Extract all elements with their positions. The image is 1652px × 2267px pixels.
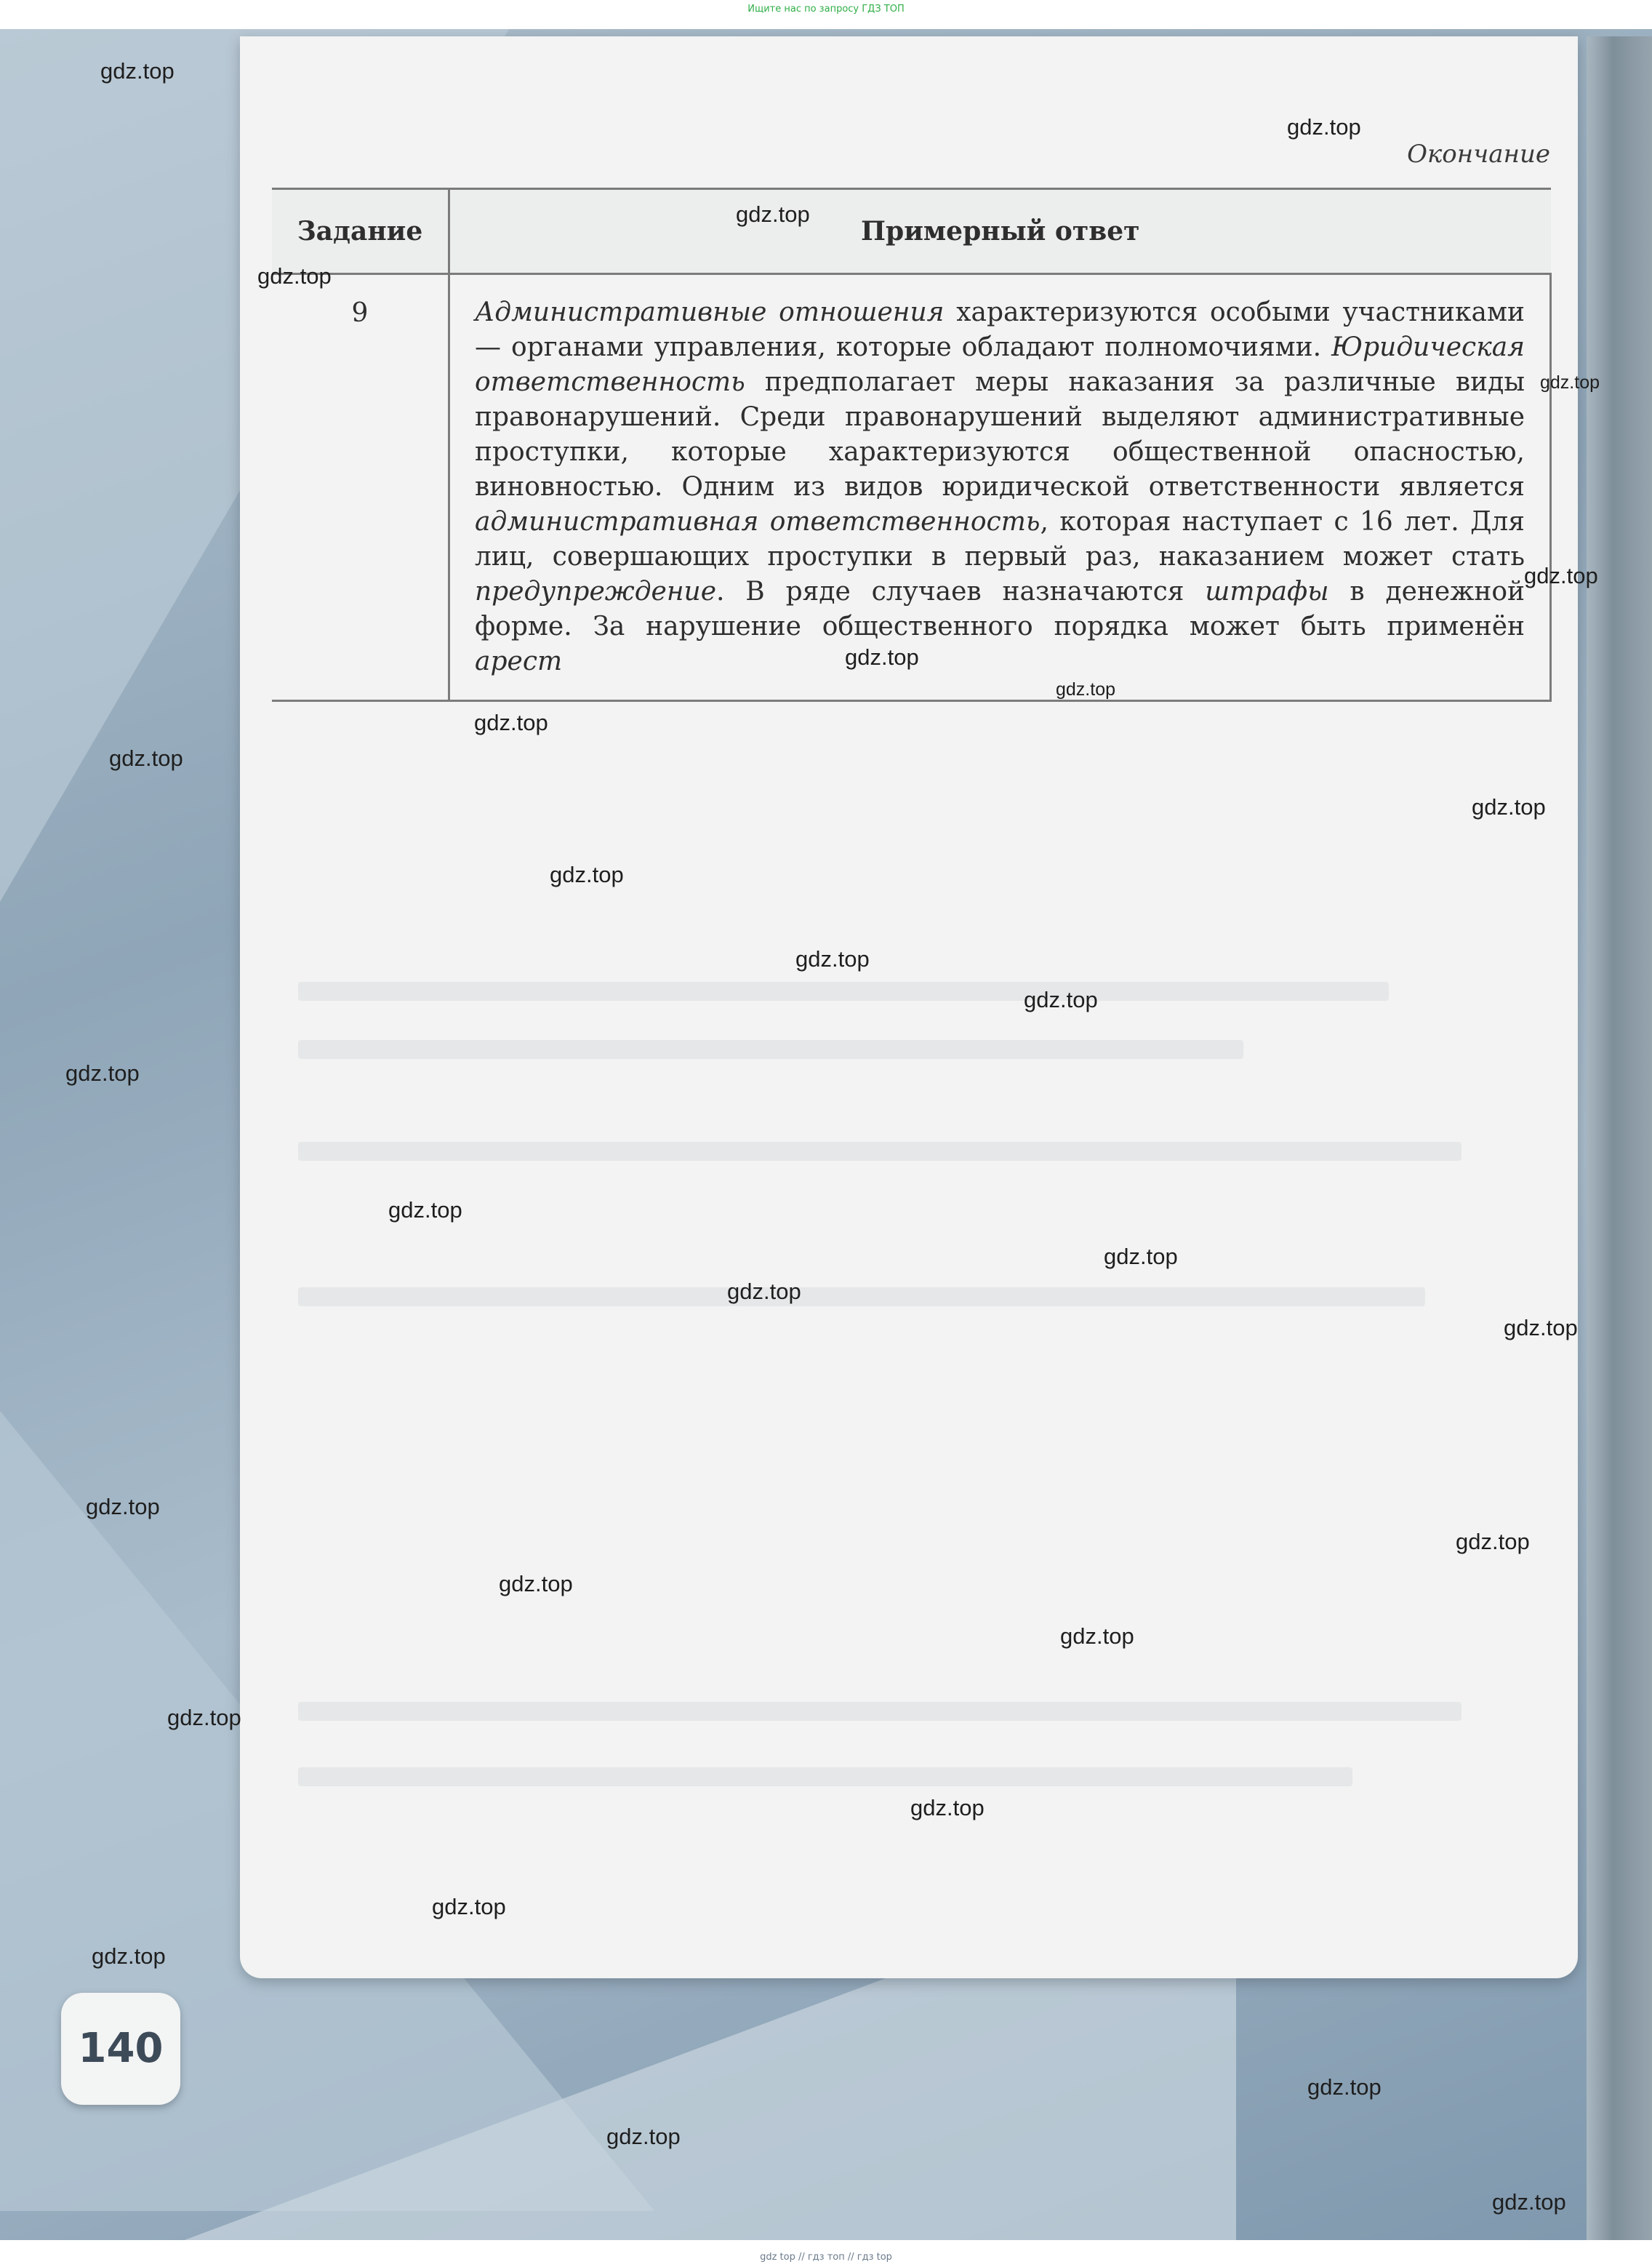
watermark: gdz.top xyxy=(1492,2189,1566,2215)
watermark: gdz.top xyxy=(736,201,810,227)
watermark: gdz.top xyxy=(910,1795,985,1820)
watermark: gdz.top xyxy=(1060,1623,1134,1649)
watermark: gdz.top xyxy=(1524,563,1598,588)
bleed-through-line xyxy=(298,982,1389,1001)
watermark: gdz.top xyxy=(65,1060,140,1086)
watermark: gdz.top xyxy=(474,710,548,735)
watermark: gdz.top xyxy=(100,58,175,84)
bleed-through-line xyxy=(298,1142,1461,1161)
bleed-through-line xyxy=(298,1040,1243,1059)
page-number: 140 xyxy=(61,1993,180,2105)
watermark: gdz.top xyxy=(1472,794,1546,820)
answer-term: Административные отношения xyxy=(475,297,945,327)
answer-run: предполагает меры наказания за различные виды правонарушений. Среди правонарушений выделяют административные проступки, которые характеризуются общественной опасностью, виновностью. Одним из видов юридической ответственности является xyxy=(475,367,1525,502)
answers-table xyxy=(272,188,1552,702)
answer-text xyxy=(449,274,1551,701)
next-page-edge xyxy=(1587,36,1652,2240)
answer-term: Юридическая ответственность xyxy=(475,332,1525,397)
continuation-label: Окончание xyxy=(1407,140,1550,169)
watermark: gdz.top xyxy=(1104,1244,1178,1269)
watermark: gdz.top xyxy=(109,745,183,771)
bleed-through-line xyxy=(298,1702,1461,1721)
table-header-row xyxy=(272,189,1551,274)
watermark: gdz.top xyxy=(167,1705,241,1730)
watermark: gdz.top xyxy=(86,1494,160,1519)
bottom-banner[interactable]: gdz top // гдз топ // гдз top xyxy=(760,2252,892,2263)
answer-term: предупреждение xyxy=(475,577,717,607)
watermark: gdz.top xyxy=(1456,1529,1530,1554)
watermark: gdz.top xyxy=(1056,679,1116,700)
watermark: gdz.top xyxy=(388,1197,462,1223)
task-number: 9 xyxy=(272,274,449,701)
watermark: gdz.top xyxy=(1504,1315,1578,1340)
header-task: Задание xyxy=(272,189,449,274)
watermark: gdz.top xyxy=(1024,987,1098,1012)
answer-run: , которая наступает с 16 лет. Для лиц, совершающих проступки в первый раз, наказанием может стать xyxy=(475,507,1525,572)
answer-term: штрафы xyxy=(1205,577,1329,607)
watermark: gdz.top xyxy=(1540,372,1600,393)
watermark: gdz.top xyxy=(257,263,332,289)
watermark: gdz.top xyxy=(727,1279,801,1304)
header-answer: Примерный ответ xyxy=(449,189,1551,274)
answer-run: характеризуются особыми участниками — органами управления, которые обладают полномочиями. xyxy=(475,297,1525,362)
top-banner[interactable]: Ищите нас по запросу ГДЗ ТОП xyxy=(747,4,905,15)
watermark: gdz.top xyxy=(499,1571,573,1596)
answer-term: арест xyxy=(475,647,563,676)
watermark: gdz.top xyxy=(845,644,919,670)
watermark: gdz.top xyxy=(92,1943,166,1969)
watermark: gdz.top xyxy=(795,946,870,972)
answer-run: . В ряде случаев назначаются xyxy=(716,577,1206,607)
answer-term: административная ответственность xyxy=(475,507,1040,537)
watermark: gdz.top xyxy=(550,862,624,887)
watermark: gdz.top xyxy=(606,2124,681,2149)
table-row xyxy=(272,274,1551,701)
bleed-through-line xyxy=(298,1767,1352,1786)
bleed-through-line xyxy=(298,1287,1425,1306)
answer-run: в денежной форме. За нарушение общественного порядка может быть применён xyxy=(475,577,1525,641)
watermark: gdz.top xyxy=(432,1894,506,1919)
watermark: gdz.top xyxy=(1287,114,1361,140)
watermark: gdz.top xyxy=(1307,2074,1382,2100)
